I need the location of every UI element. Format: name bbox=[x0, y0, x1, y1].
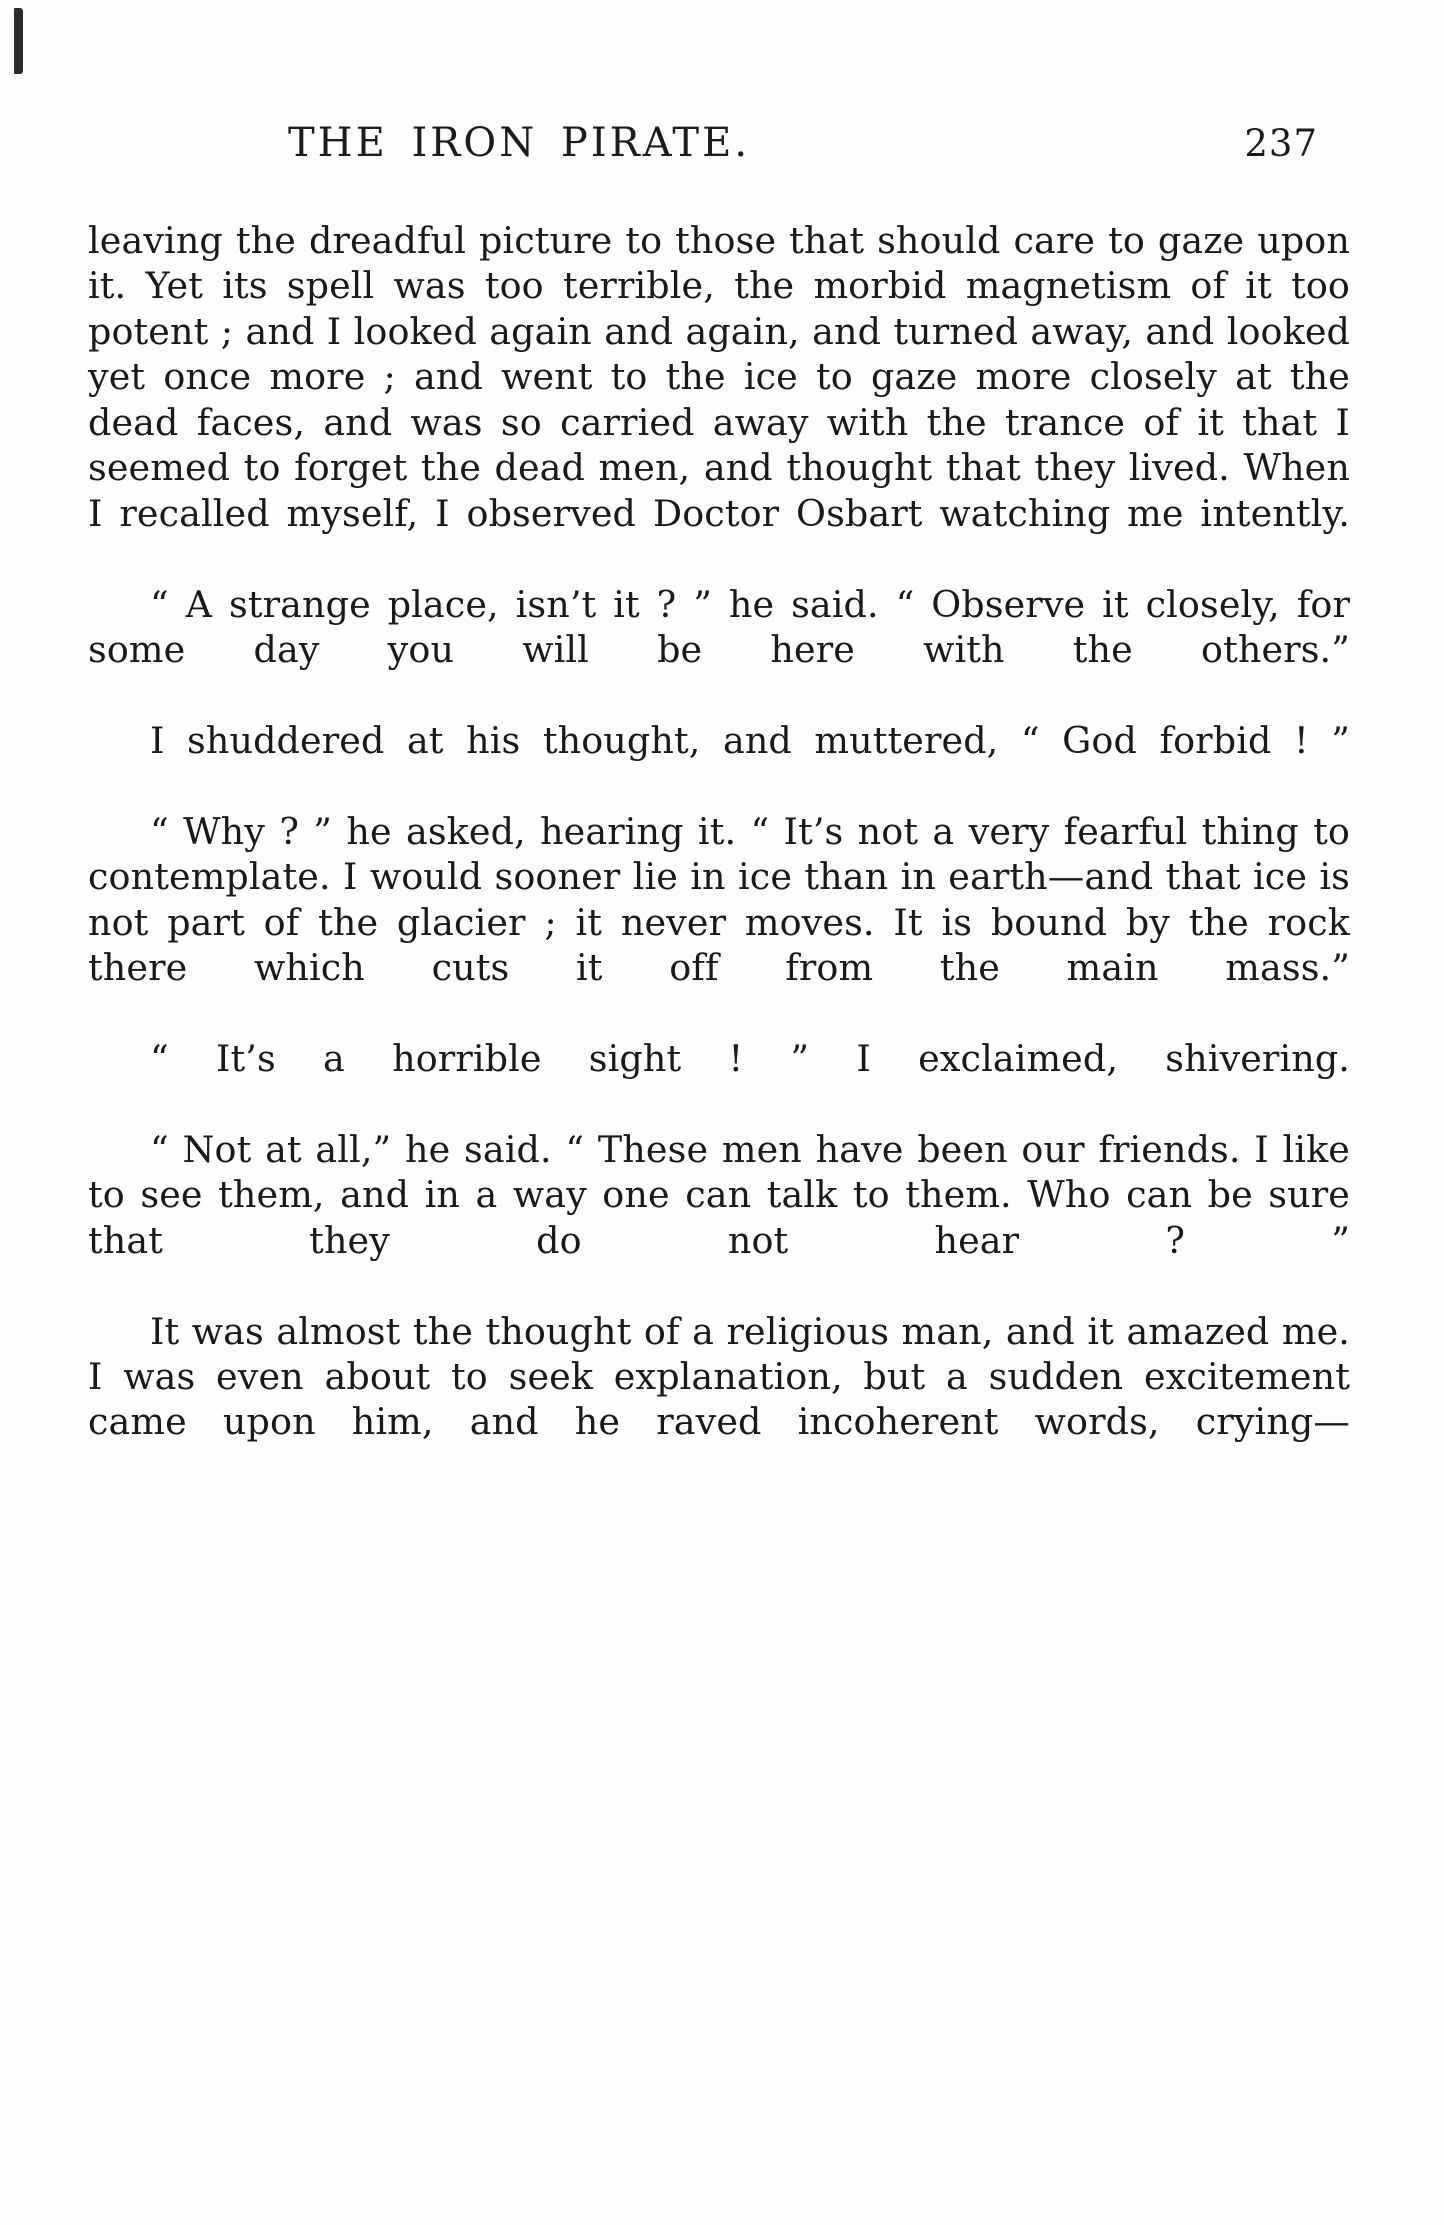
paragraph: I shuddered at his thought, and muttered, “ God forbid ! ” bbox=[150, 718, 1350, 762]
running-title: THE IRON PIRATE. bbox=[288, 120, 751, 166]
paragraph: “ Not at all,” he said. “ These men have been our friends. I like to see them, and in a way one can talk to them. Who can be sure that they do not hear ? ” bbox=[88, 1127, 1350, 1262]
page-content bbox=[88, 120, 1350, 1490]
page-header bbox=[88, 120, 1350, 166]
paragraph: “ It’s a horrible sight ! ” I exclaimed, shivering. bbox=[150, 1036, 1350, 1080]
paragraph: It was almost the thought of a religious man, and it amazed me. I was even about to seek explanation, but a sudden excitement came upon him, and he raved incoherent words, crying— bbox=[88, 1309, 1350, 1444]
paragraph: “ Why ? ” he asked, hearing it. “ It’s not a very fearful thing to contemplate. I would sooner lie in ice than in earth—and that ice is not part of the glacier ; it never moves. It is bound by the rock there which cuts it off from the main mass.” bbox=[88, 809, 1350, 989]
page-number: 237 bbox=[1244, 122, 1318, 165]
paragraph: leaving the dreadful picture to those that should care to gaze upon it. Yet its spell was too terrible, the morbid magnetism of it too potent ; and I looked again and again, and turned away, and looked yet once more ; and went to the ice to gaze more closely at the dead faces, and was so carried away with the trance of it that I seemed to forget the dead men, and thought that they lived. When I recalled myself, I observed Doctor Osbart watching me intently. bbox=[88, 219, 1350, 535]
scan-edge-artifact bbox=[14, 8, 23, 74]
body-text bbox=[88, 218, 1350, 1490]
paragraph: “ A strange place, isn’t it ? ” he said. “ Observe it closely, for some day you will be here with the others.” bbox=[88, 582, 1350, 671]
